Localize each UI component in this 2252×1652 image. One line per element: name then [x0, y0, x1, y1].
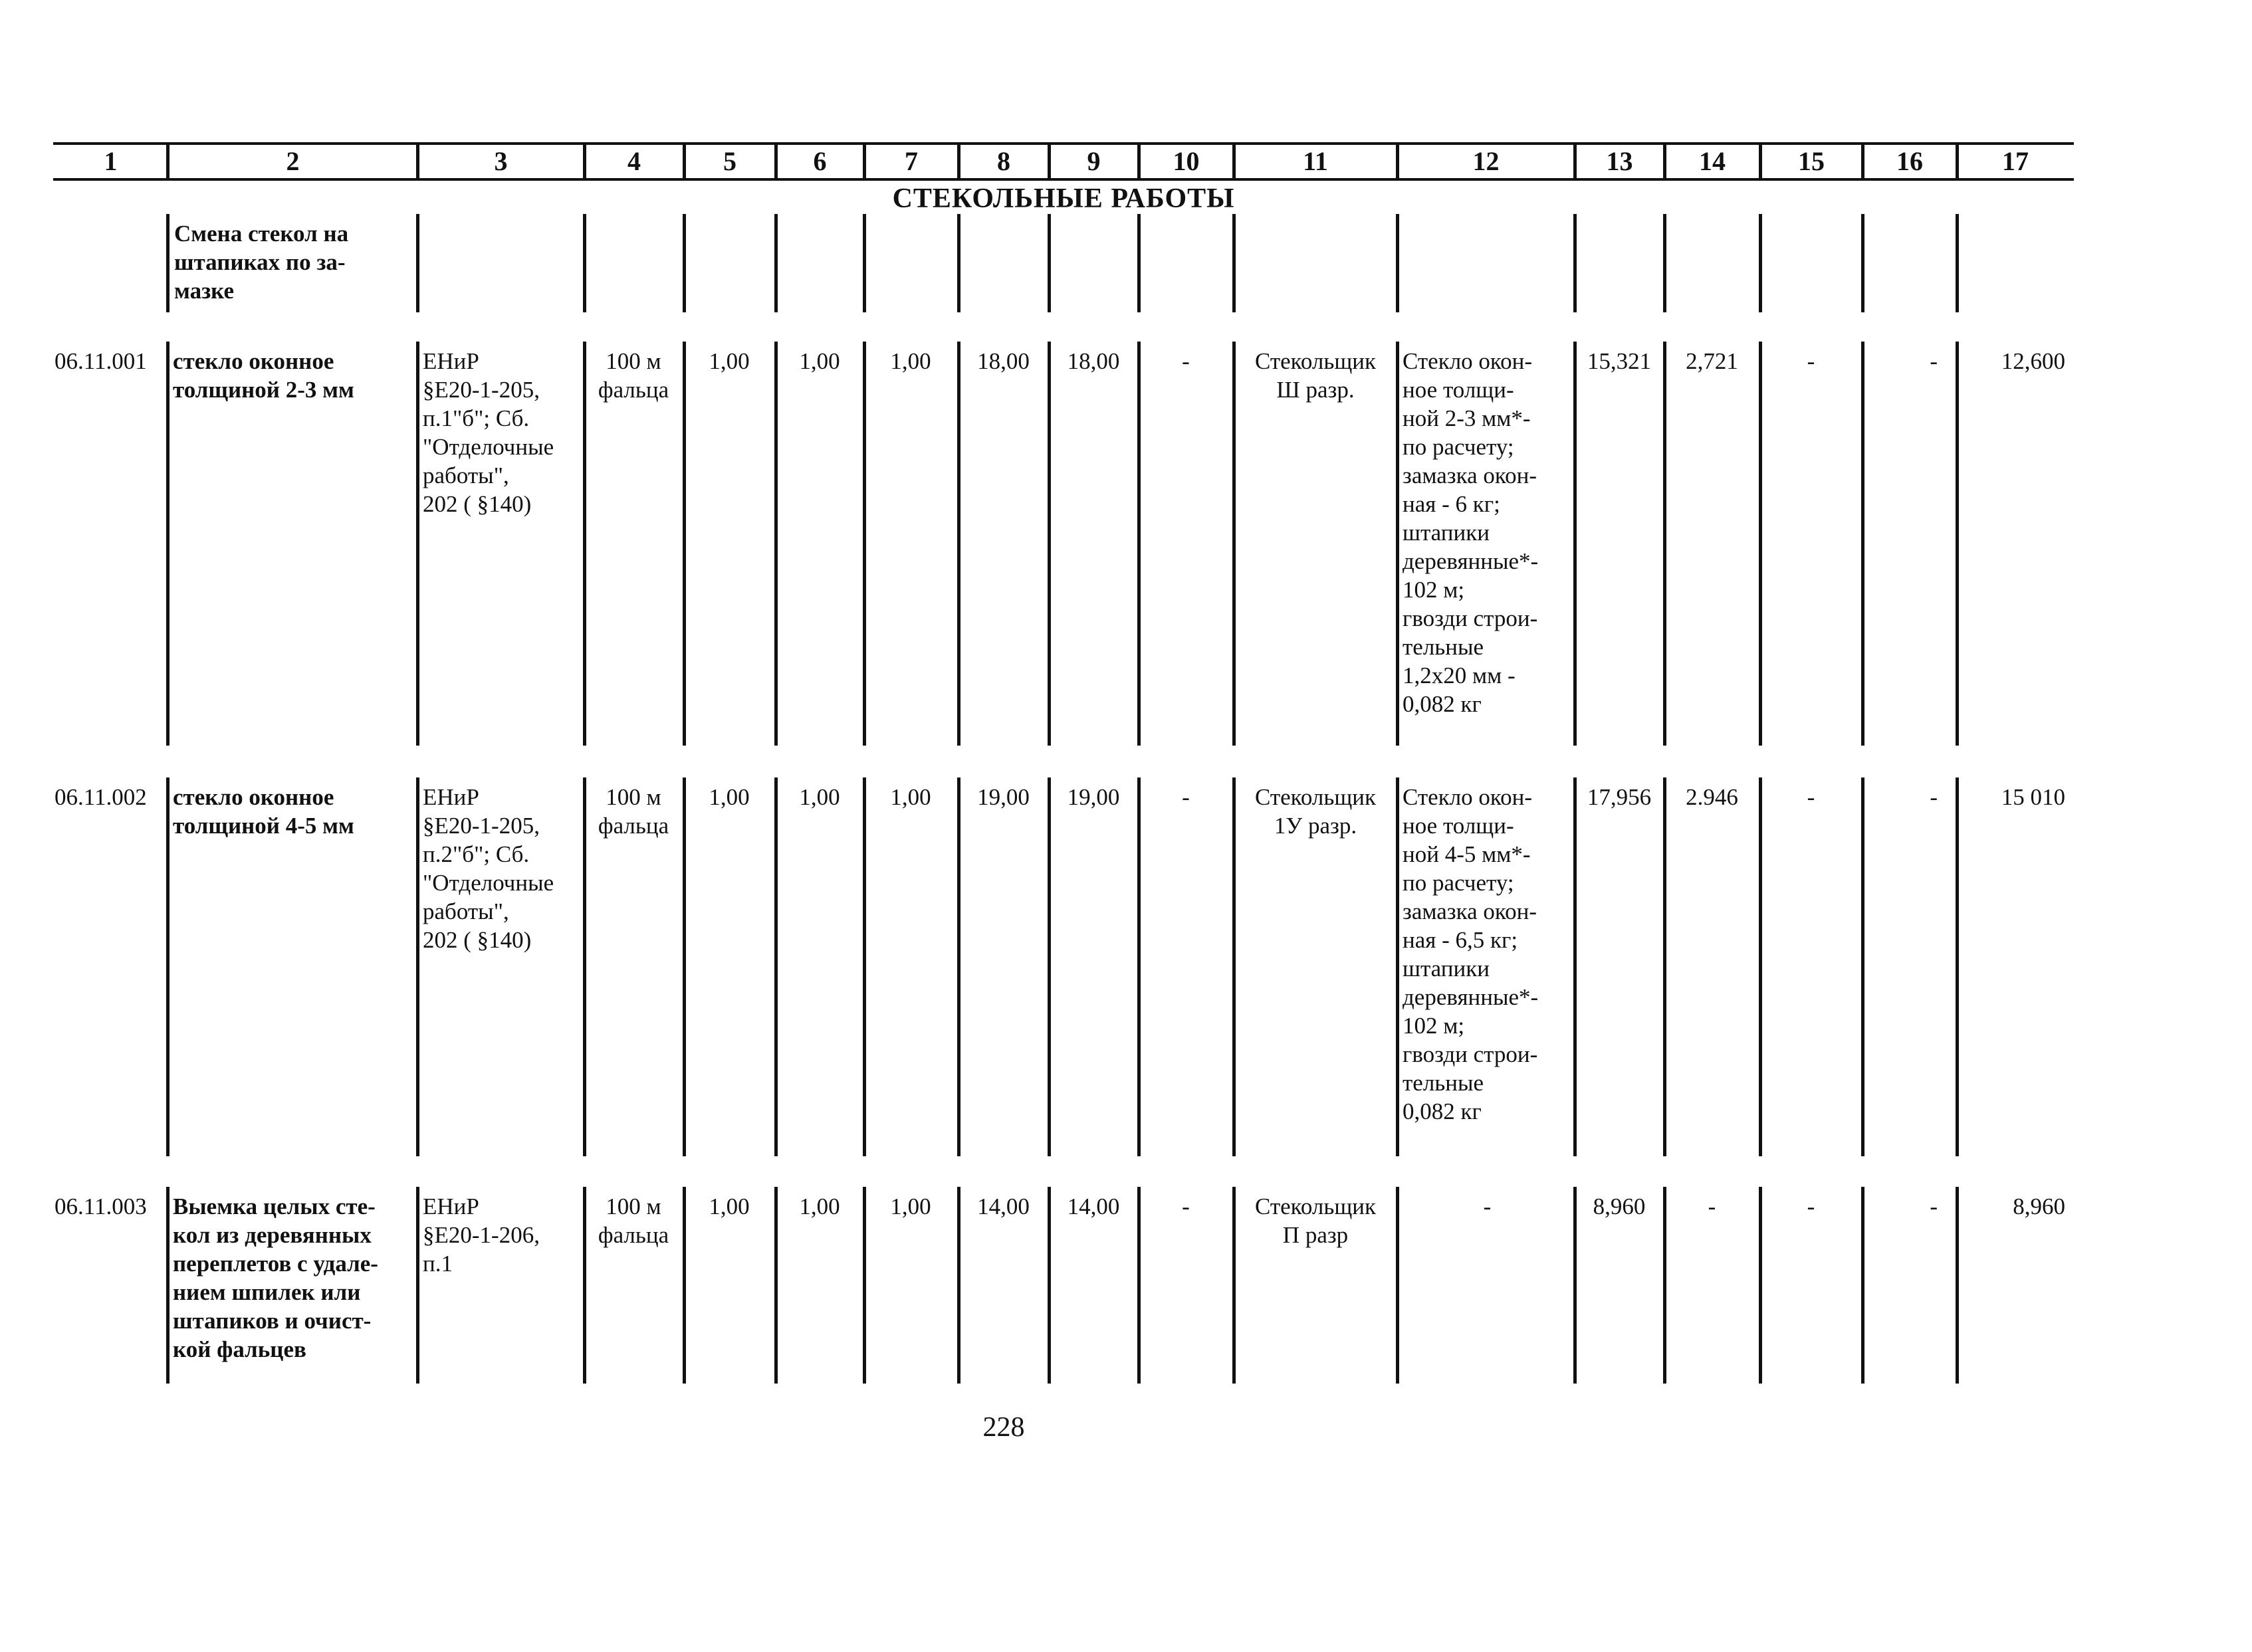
- row-col-17: 8,960: [2013, 1193, 2065, 1219]
- row-code: 06.11.001: [55, 348, 147, 374]
- row-basis: ЕНиР §Е20-1-205, п.2"б"; Сб. "Отделочные работы", 202 ( §140): [423, 784, 554, 953]
- row-unit: 100 м фальца: [598, 784, 669, 839]
- row-col-7: 1,00: [890, 784, 931, 810]
- row-materials: Стекло окон- ное толщи- ной 4-5 мм*- по расчету; замазка окон- ная - 6,5 кг; штапики деревянные*- 102 м; гвозди строи- тельные 0,082 кг: [1403, 784, 1539, 1124]
- row-worker: Стекольщик Ш разр.: [1254, 348, 1377, 403]
- row-col-13: 8,960: [1593, 1193, 1646, 1219]
- row-separator: [1663, 342, 1666, 746]
- row-col-7: 1,00: [890, 348, 931, 374]
- header-separator: [1396, 142, 1399, 181]
- row-separator: [1573, 777, 1577, 1156]
- row-col-17: 12,600: [2001, 348, 2065, 374]
- col-header-2: 2: [286, 146, 300, 176]
- col-header-10: 10: [1173, 146, 1200, 176]
- row-separator: [863, 777, 866, 1156]
- row-col-14: -: [1708, 1193, 1716, 1219]
- row-col-6: 1,00: [799, 784, 840, 810]
- row-col-9: 19,00: [1067, 784, 1120, 810]
- row-separator: [774, 342, 778, 746]
- row-separator: [1956, 777, 1959, 1156]
- col-header-15: 15: [1798, 146, 1825, 176]
- row-worker: Стекольщик П разр: [1254, 1193, 1377, 1248]
- row-separator: [1232, 342, 1236, 746]
- header-separator: [863, 142, 866, 181]
- group-row-separator: [1956, 214, 1959, 312]
- group-row-separator: [683, 214, 686, 312]
- group-row-separator: [957, 214, 960, 312]
- col-header-11: 11: [1303, 146, 1328, 176]
- row-materials: Стекло окон- ное толщи- ной 2-3 мм*- по расчету; замазка окон- ная - 6 кг; штапики деревянные*- 102 м; гвозди строи- тельные 1,2х20 мм - 0,082 кг: [1403, 348, 1539, 717]
- row-separator: [166, 777, 169, 1156]
- header-separator: [683, 142, 686, 181]
- header-separator: [957, 142, 960, 181]
- header-separator: [583, 142, 586, 181]
- row-separator: [1232, 1187, 1236, 1384]
- section-title: СТЕКОЛЬНЫЕ РАБОТЫ: [892, 183, 1235, 214]
- row-separator: [1137, 342, 1141, 746]
- row-separator: [1861, 342, 1864, 746]
- header-separator: [1759, 142, 1762, 181]
- row-col-14: 2,721: [1686, 348, 1738, 374]
- row-separator: [774, 777, 778, 1156]
- header-separator: [1137, 142, 1141, 181]
- row-code: 06.11.002: [55, 784, 147, 810]
- col-header-12: 12: [1472, 146, 1500, 176]
- row-separator: [1759, 1187, 1762, 1384]
- row-col-14: 2.946: [1686, 784, 1738, 810]
- row-separator: [957, 777, 960, 1156]
- col-header-3: 3: [494, 146, 508, 176]
- row-worker: Стекольщик 1У разр.: [1254, 784, 1377, 839]
- header-separator: [1663, 142, 1666, 181]
- col-header-1: 1: [104, 146, 118, 176]
- row-separator: [863, 1187, 866, 1384]
- row-col-17: 15 010: [2001, 784, 2065, 810]
- row-col-15: -: [1807, 348, 1815, 374]
- row-separator: [166, 1187, 169, 1384]
- row-col-15: -: [1807, 1193, 1815, 1219]
- row-col-8: 19,00: [977, 784, 1030, 810]
- row-separator: [1048, 342, 1051, 746]
- row-separator: [1137, 777, 1141, 1156]
- group-row-separator: [416, 214, 419, 312]
- row-col-10: -: [1182, 348, 1190, 374]
- header-separator: [1956, 142, 1959, 181]
- row-separator: [774, 1187, 778, 1384]
- row-name: стекло оконное толщиной 4-5 мм: [173, 784, 354, 839]
- row-basis: ЕНиР §Е20-1-206, п.1: [423, 1193, 540, 1277]
- group-row-separator: [1396, 214, 1399, 312]
- row-separator: [957, 1187, 960, 1384]
- row-col-15: -: [1807, 784, 1815, 810]
- row-separator: [1861, 1187, 1864, 1384]
- row-separator: [166, 342, 169, 746]
- row-separator: [1861, 777, 1864, 1156]
- row-separator: [1573, 342, 1577, 746]
- row-col-8: 14,00: [977, 1193, 1030, 1219]
- row-col-5: 1,00: [709, 348, 750, 374]
- col-header-4: 4: [627, 146, 641, 176]
- header-separator: [774, 142, 778, 181]
- row-separator: [863, 342, 866, 746]
- header-separator: [1048, 142, 1051, 181]
- row-separator: [583, 777, 586, 1156]
- row-col-8: 18,00: [977, 348, 1030, 374]
- row-separator: [1048, 777, 1051, 1156]
- row-unit: 100 м фальца: [598, 348, 669, 403]
- row-separator: [683, 342, 686, 746]
- col-header-17: 17: [2002, 146, 2029, 176]
- col-header-7: 7: [905, 146, 918, 176]
- group-row-separator: [1137, 214, 1141, 312]
- row-separator: [583, 1187, 586, 1384]
- row-code: 06.11.003: [55, 1193, 147, 1219]
- row-separator: [1137, 1187, 1141, 1384]
- row-separator: [1396, 777, 1399, 1156]
- col-header-6: 6: [813, 146, 827, 176]
- row-separator: [1396, 342, 1399, 746]
- header-separator: [1232, 142, 1236, 181]
- row-separator: [416, 342, 419, 746]
- row-separator: [1663, 1187, 1666, 1384]
- group-row-separator: [583, 214, 586, 312]
- page-number: 228: [982, 1412, 1025, 1443]
- row-separator: [583, 342, 586, 746]
- row-separator: [1396, 1187, 1399, 1384]
- row-name: Выемка целых сте- кол из деревянных переплетов с удале- нием шпилек или штапиков и очист- кой фальцев: [173, 1193, 378, 1362]
- group-row-separator: [166, 214, 169, 312]
- header-separator: [1573, 142, 1577, 181]
- row-col-10: -: [1182, 1193, 1190, 1219]
- row-separator: [1759, 342, 1762, 746]
- row-col-16: -: [1930, 784, 1938, 810]
- row-col-13: 15,321: [1587, 348, 1652, 374]
- row-col-9: 18,00: [1067, 348, 1120, 374]
- row-col-9: 14,00: [1067, 1193, 1120, 1219]
- row-col-5: 1,00: [709, 784, 750, 810]
- row-basis: ЕНиР §Е20-1-205, п.1"б"; Сб. "Отделочные работы", 202 ( §140): [423, 348, 554, 517]
- row-separator: [1048, 1187, 1051, 1384]
- row-separator: [683, 1187, 686, 1384]
- row-col-6: 1,00: [799, 348, 840, 374]
- group-row-separator: [1663, 214, 1666, 312]
- row-materials: -: [1483, 1193, 1492, 1219]
- col-header-9: 9: [1087, 146, 1101, 176]
- row-col-16: -: [1930, 1193, 1938, 1219]
- group-title: Смена стекол на штапиках по за- мазке: [174, 221, 349, 304]
- row-separator: [1573, 1187, 1577, 1384]
- group-row-separator: [1861, 214, 1864, 312]
- row-separator: [1956, 1187, 1959, 1384]
- row-separator: [1663, 777, 1666, 1156]
- group-row-separator: [1573, 214, 1577, 312]
- header-separator: [166, 142, 169, 181]
- row-col-16: -: [1930, 348, 1938, 374]
- row-separator: [416, 777, 419, 1156]
- row-name: стекло оконное толщиной 2-3 мм: [173, 348, 354, 403]
- row-col-10: -: [1182, 784, 1190, 810]
- row-separator: [957, 342, 960, 746]
- row-col-7: 1,00: [890, 1193, 931, 1219]
- row-col-13: 17,956: [1587, 784, 1652, 810]
- header-separator: [1861, 142, 1864, 181]
- row-separator: [683, 777, 686, 1156]
- row-separator: [1759, 777, 1762, 1156]
- col-header-14: 14: [1699, 146, 1726, 176]
- row-col-6: 1,00: [799, 1193, 840, 1219]
- group-row-separator: [1232, 214, 1236, 312]
- col-header-8: 8: [997, 146, 1010, 176]
- col-header-13: 13: [1606, 146, 1633, 176]
- row-separator: [1956, 342, 1959, 746]
- row-separator: [1232, 777, 1236, 1156]
- group-row-separator: [1759, 214, 1762, 312]
- group-row-separator: [774, 214, 778, 312]
- col-header-5: 5: [723, 146, 736, 176]
- row-unit: 100 м фальца: [598, 1193, 669, 1248]
- group-row-separator: [1048, 214, 1051, 312]
- header-separator: [416, 142, 419, 181]
- col-header-16: 16: [1896, 146, 1923, 176]
- row-col-5: 1,00: [709, 1193, 750, 1219]
- group-row-separator: [863, 214, 866, 312]
- row-separator: [416, 1187, 419, 1384]
